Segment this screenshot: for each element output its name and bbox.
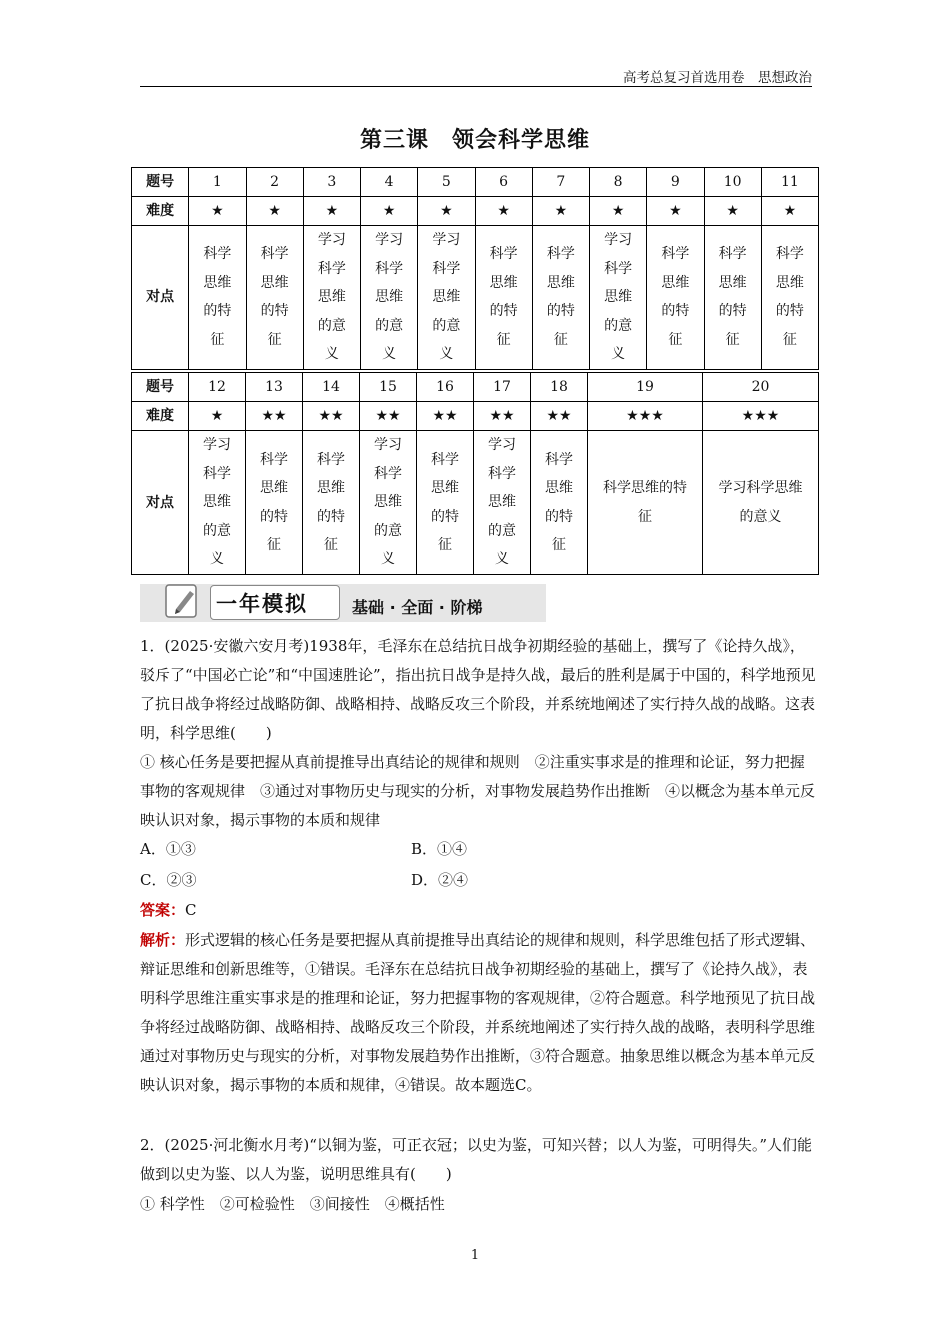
difficulty-stars: ★ bbox=[647, 197, 704, 226]
topic-cell: 学习科学思维的意义 bbox=[418, 226, 475, 370]
topic-cell: 科学思维的特征 bbox=[704, 226, 761, 370]
question-number: 15 bbox=[360, 373, 417, 402]
row-label-number: 题号 bbox=[132, 168, 189, 197]
page-title: 第三课 领会科学思维 bbox=[359, 128, 590, 153]
difficulty-stars: ★ bbox=[303, 197, 360, 226]
difficulty-stars: ★★ bbox=[531, 402, 588, 431]
question-number: 16 bbox=[417, 373, 474, 402]
topic-cell: 科学思维的特征 bbox=[417, 431, 474, 575]
topic-cell: 科学思维的特征 bbox=[761, 226, 818, 370]
analysis-text: 形式逻辑的核心任务是要把握从真前提推导出真结论的规律和规则，科学思维包括了形式逻辑、辩证思维和创新思维等，①错误。毛泽东在总结抗日战争初期经验的基础上，撰写了《论持久战》，表明科学思维注重实事求是的推理和论证，努力把握事物的客观规律，②符合题意。科学地预见了抗日战争将经过战略防御、战略相持、战略反攻三个阶段，并系统地阐述了实行持久战的战略，表明科学思维通过对事物历史与现实的分析，对事物发展趋势作出推断，③符合题意。抽象思维以概念为基本单元反映认识对象，揭示事物的本质和规律，④错误。故本题选C。 bbox=[140, 931, 816, 1094]
topic-cell: 科学思维的特征 bbox=[246, 431, 303, 575]
analysis-paragraph bbox=[140, 926, 816, 1100]
question-number: 10 bbox=[704, 168, 761, 197]
question-2-stem: 2．(2025·河北衡水月考)“以铜为鉴，可正衣冠；以史为鉴，可知兴替；以人为鉴，可明得失。”人们能做到以史为鉴、以人为鉴，说明思维具有( ) bbox=[140, 1136, 813, 1183]
option-c: C．②③ bbox=[140, 871, 197, 889]
difficulty-stars: ★ bbox=[590, 197, 647, 226]
topic-cell: 科学思维的特征 bbox=[531, 431, 588, 575]
question-number: 5 bbox=[418, 168, 475, 197]
difficulty-stars: ★★★ bbox=[588, 402, 703, 431]
pencil-icon bbox=[164, 581, 202, 621]
running-header: 高考总复习首选用卷 思想政治 bbox=[623, 70, 812, 86]
difficulty-stars: ★★ bbox=[417, 402, 474, 431]
topic-table-2 bbox=[131, 372, 819, 575]
difficulty-stars: ★★ bbox=[246, 402, 303, 431]
answer-line bbox=[140, 896, 816, 925]
analysis-label: 解析： bbox=[140, 931, 186, 949]
row-label-number: 题号 bbox=[132, 373, 189, 402]
banner-title: 一年模拟 bbox=[216, 592, 308, 616]
difficulty-stars: ★ bbox=[189, 402, 246, 431]
difficulty-stars: ★ bbox=[418, 197, 475, 226]
topic-cell: 科学思维的特征 bbox=[303, 431, 360, 575]
topic-table-1 bbox=[131, 167, 819, 370]
question-number: 20 bbox=[703, 373, 819, 402]
answer-label: 答案： bbox=[140, 901, 186, 919]
header-rule bbox=[140, 86, 812, 87]
difficulty-stars: ★★★ bbox=[703, 402, 819, 431]
difficulty-stars: ★ bbox=[246, 197, 303, 226]
question-number: 4 bbox=[361, 168, 418, 197]
difficulty-stars: ★★ bbox=[303, 402, 360, 431]
topic-cell: 科学思维的特征 bbox=[189, 226, 246, 370]
topic-cell: 学习科学思维的意义 bbox=[360, 431, 417, 575]
row-label-difficulty: 难度 bbox=[132, 197, 189, 226]
topic-cell: 科学思维的特征 bbox=[647, 226, 704, 370]
difficulty-stars: ★ bbox=[761, 197, 818, 226]
question-number: 14 bbox=[303, 373, 360, 402]
question-number: 6 bbox=[475, 168, 532, 197]
option-b: B．①④ bbox=[411, 840, 468, 858]
question-number: 3 bbox=[303, 168, 360, 197]
question-number: 7 bbox=[532, 168, 589, 197]
topic-cell: 科学思维的特征 bbox=[475, 226, 532, 370]
topic-cell: 学习科学思维的意义 bbox=[590, 226, 647, 370]
topic-cell: 学习科学思维的意义 bbox=[474, 431, 531, 575]
question-number: 12 bbox=[189, 373, 246, 402]
topic-cell: 科学思维的特征 bbox=[588, 431, 703, 575]
row-label-topic: 对点 bbox=[132, 226, 189, 370]
difficulty-stars: ★ bbox=[532, 197, 589, 226]
question-1-items: ① 核心任务是要把握从真前提推导出真结论的规律和规则 ②注重实事求是的推理和论证，努力把握事物的客观规律 ③通过对事物历史与现实的分析，对事物发展趋势作出推断 ④以概念为基本单元反映认识对象，揭示事物的本质和规律 bbox=[140, 753, 816, 829]
topic-cell: 科学思维的特征 bbox=[246, 226, 303, 370]
option-a: A．①③ bbox=[140, 840, 196, 858]
option-d: D．②④ bbox=[411, 871, 469, 889]
topic-cell: 学习科学思维的意义 bbox=[703, 431, 819, 575]
topic-cell: 学习科学思维的意义 bbox=[189, 431, 246, 575]
question-1-stem: 1．(2025·安徽六安月考)1938年，毛泽东在总结抗日战争初期经验的基础上，撰写了《论持久战》，驳斥了“中国必亡论”和“中国速胜论”，指出抗日战争是持久战，最后的胜利是属于中国的，科学地预见了抗日战争将经过战略防御、战略相持、战略反攻三个阶段，并系统地阐述了实行持久战的战略。这表明，科学思维( ) bbox=[140, 637, 816, 742]
question-number: 19 bbox=[588, 373, 703, 402]
question-number: 9 bbox=[647, 168, 704, 197]
question-number: 17 bbox=[474, 373, 531, 402]
difficulty-stars: ★★ bbox=[360, 402, 417, 431]
question-number: 2 bbox=[246, 168, 303, 197]
page-number: 1 bbox=[470, 1248, 480, 1263]
banner-subtitle: 基础 · 全面 · 阶梯 bbox=[352, 598, 483, 617]
topic-cell: 科学思维的特征 bbox=[532, 226, 589, 370]
question-number: 11 bbox=[761, 168, 818, 197]
question-number: 13 bbox=[246, 373, 303, 402]
answer-value: C bbox=[185, 901, 197, 919]
difficulty-stars: ★★ bbox=[474, 402, 531, 431]
difficulty-stars: ★ bbox=[704, 197, 761, 226]
question-number: 18 bbox=[531, 373, 588, 402]
topic-cell: 学习科学思维的意义 bbox=[303, 226, 360, 370]
question-number: 1 bbox=[189, 168, 246, 197]
section-banner bbox=[140, 584, 546, 622]
difficulty-stars: ★ bbox=[475, 197, 532, 226]
row-label-difficulty: 难度 bbox=[132, 402, 189, 431]
topic-cell: 学习科学思维的意义 bbox=[361, 226, 418, 370]
difficulty-stars: ★ bbox=[189, 197, 246, 226]
row-label-topic: 对点 bbox=[132, 431, 189, 575]
difficulty-stars: ★ bbox=[361, 197, 418, 226]
question-number: 8 bbox=[590, 168, 647, 197]
question-2-items: ① 科学性 ②可检验性 ③间接性 ④概括性 bbox=[140, 1195, 445, 1213]
